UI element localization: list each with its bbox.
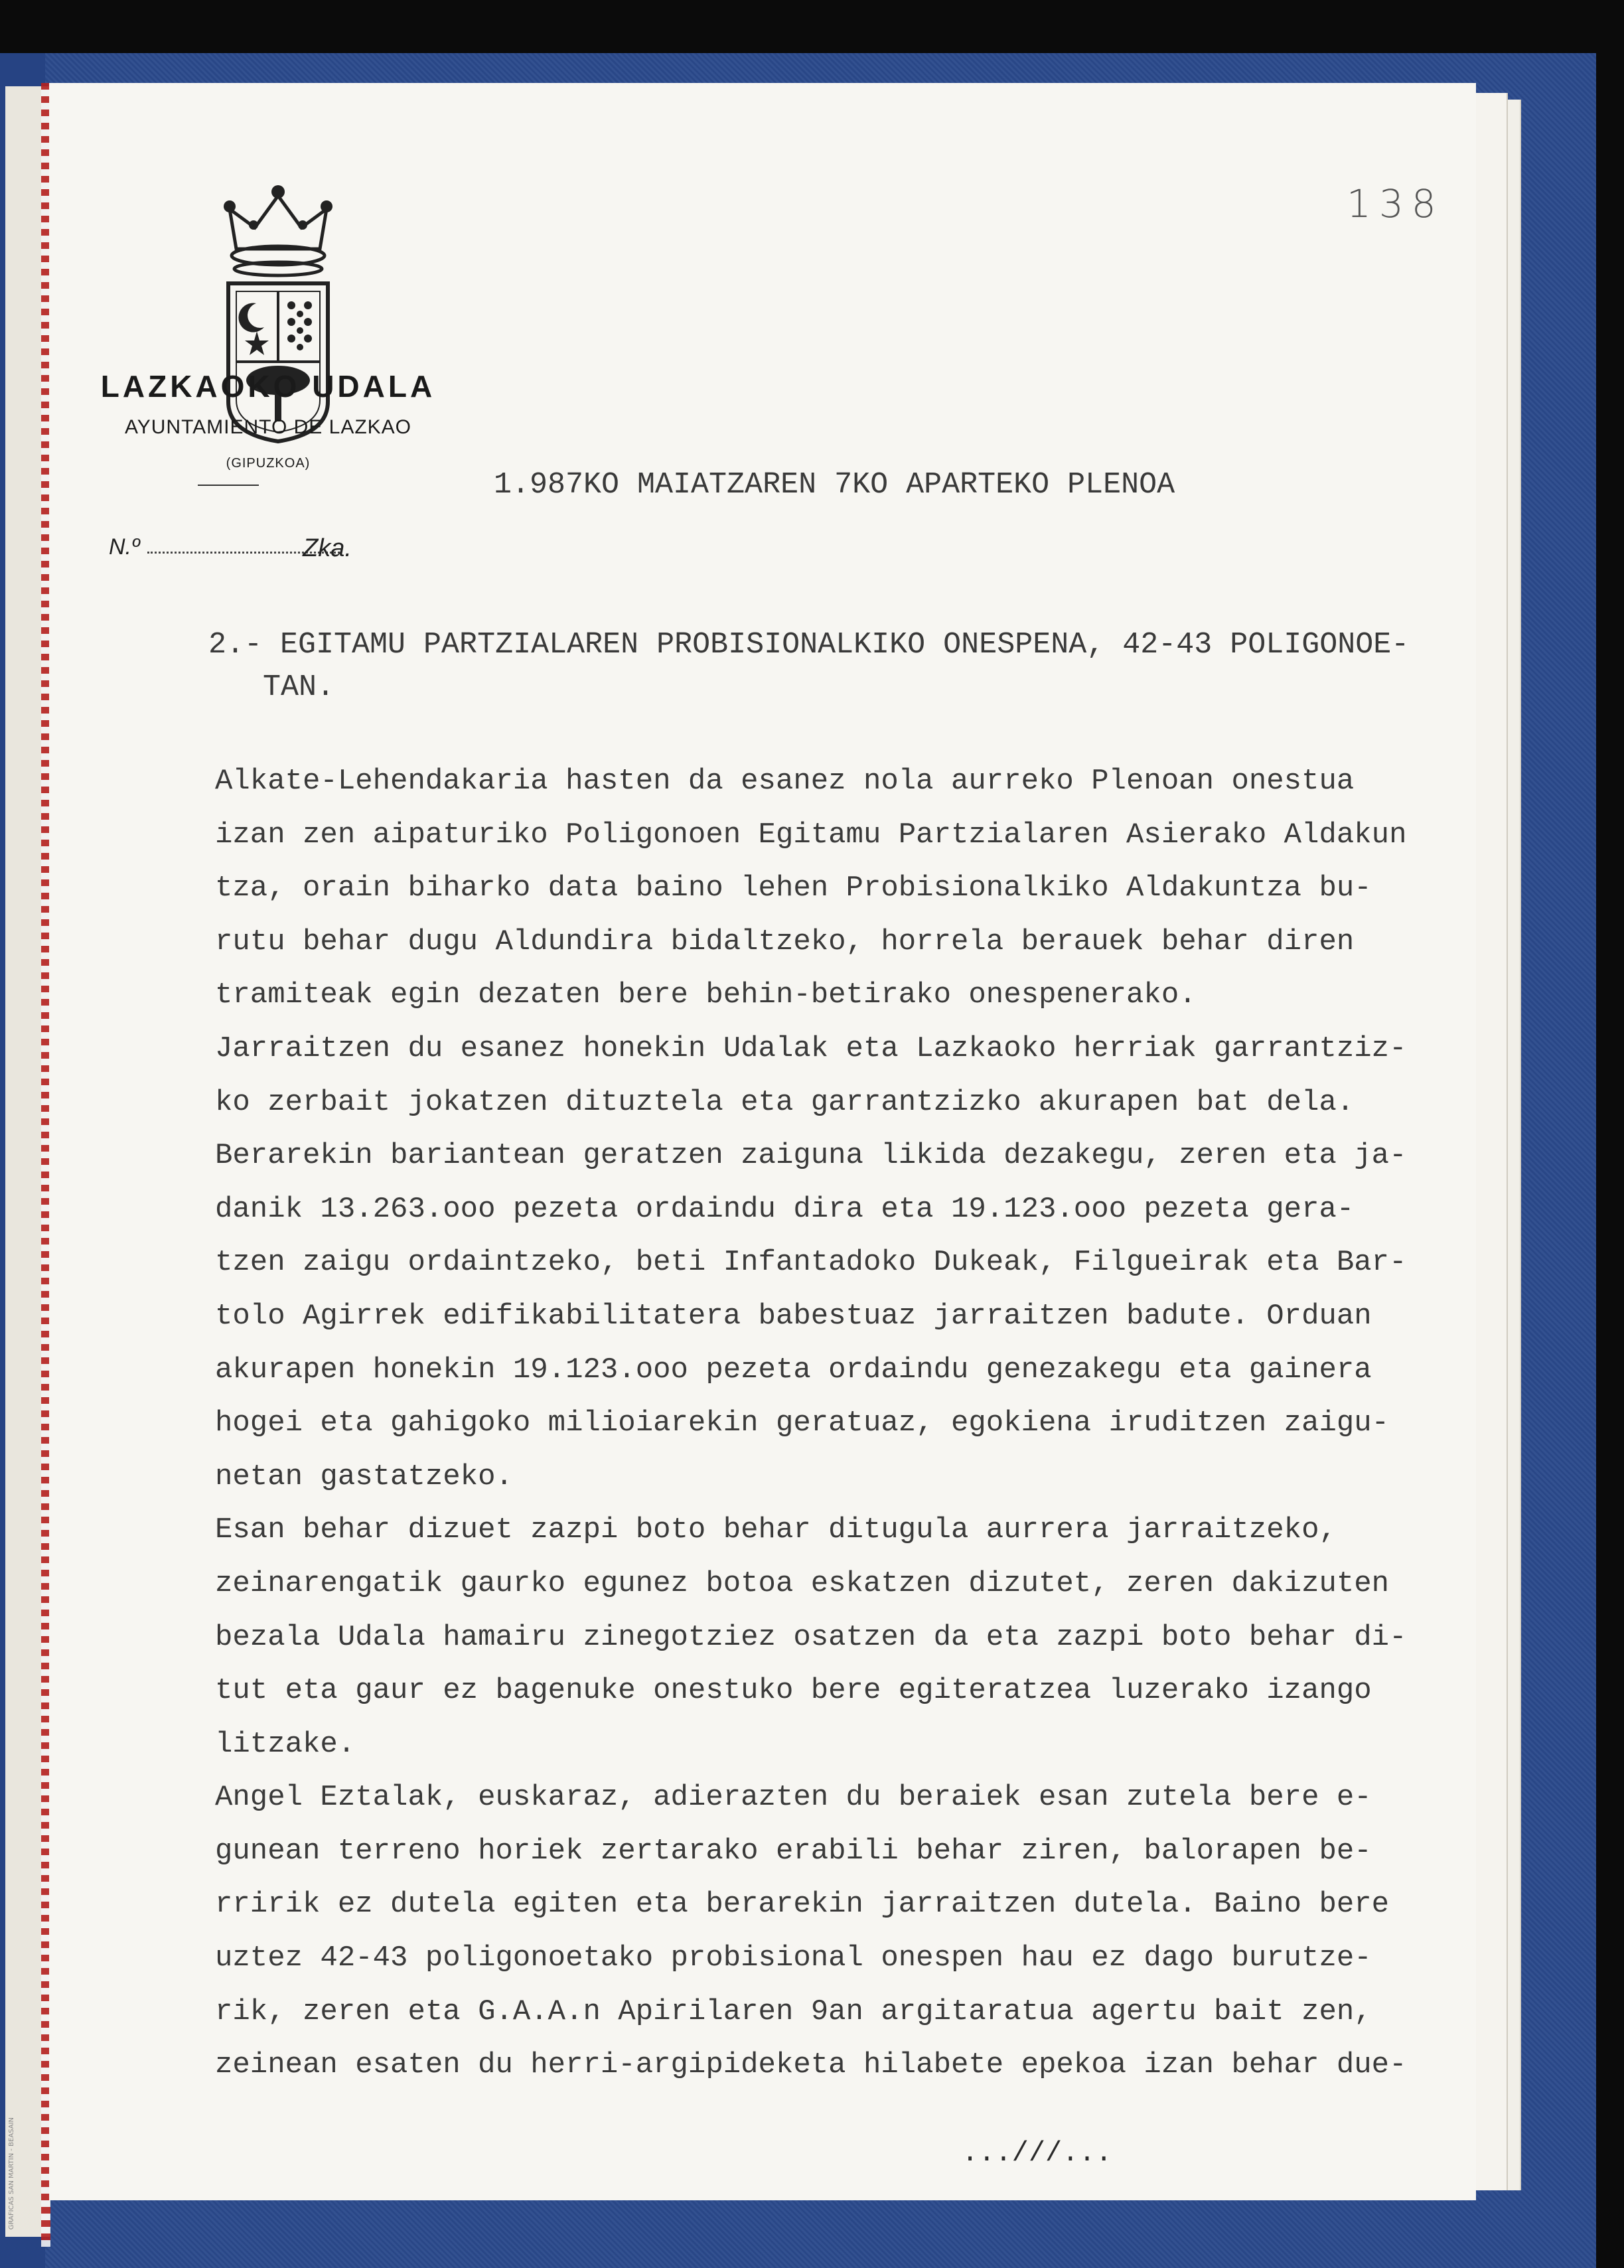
number-prefix: N.º (109, 534, 140, 560)
organization-name: LAZKAOKO UDALA (100, 369, 436, 404)
document-page (49, 83, 1476, 2200)
body-line: tramiteak egin dezaten bere behin-betirako onespenerako. (215, 978, 1197, 1012)
body-line: netan gastatzeko. (215, 1460, 513, 1493)
body-line: tza, orain biharko data baino lehen Probisionalkiko Aldakuntza bu- (215, 871, 1372, 905)
body-line: Berarekin bariantean geratzen zaiguna likida dezakegu, zeren eta ja- (215, 1139, 1407, 1173)
body-line: Alkate-Lehendakaria hasten da esanez nola aurreko Plenoan onestua (215, 765, 1355, 798)
body-line: tzen zaigu ordaintzeko, beti Infantadoko Dukeak, Filgueirak eta Bar- (215, 1246, 1407, 1280)
continuation-mark: ...///... (962, 2137, 1112, 2169)
agenda-item-title (208, 624, 1409, 709)
body-line: bezala Udala hamairu zinegotziez osatzen da eta zazpi boto behar di- (215, 1620, 1407, 1654)
divider (198, 485, 259, 486)
body-line: gunean terreno horiek zertarako erabili behar ziren, balorapen be- (215, 1834, 1372, 1868)
body-line: izan zen aipaturiko Poligonoen Egitamu Partzialaren Asierako Aldakun (215, 818, 1407, 852)
body-line: zeinean esaten du herri-argipideketa hilabete epekoa izan behar due- (215, 2048, 1407, 2082)
body-line: litzake. (215, 1727, 356, 1761)
page-number: 138 (1347, 181, 1444, 226)
body-text (215, 755, 1407, 2092)
body-line: rutu behar dugu Aldundira bidaltzeko, horrela berauek behar diren (215, 925, 1355, 958)
body-line: zeinarengatik gaurko egunez botoa eskatzen dizutet, zeren dakizuten (215, 1566, 1390, 1600)
body-line: Esan behar dizuet zazpi boto behar ditugula aurrera jarraitzeko, (215, 1513, 1337, 1547)
body-line: Jarraitzen du esanez honekin Udalak eta Lazkaoko herriak garrantziz- (215, 1031, 1407, 1065)
body-line: tut eta gaur ez bagenuke onestuko bere egiteratzea luzerako izango (215, 1674, 1372, 1708)
coat-of-arms-icon (182, 169, 374, 448)
agenda-item-title-line: TAN. (263, 670, 335, 704)
document-heading: 1.987KO MAIATZAREN 7KO APARTEKO PLENOA (494, 468, 1175, 502)
number-suffix: Zka. (303, 534, 352, 562)
province: (GIPUZKOA) (226, 456, 311, 471)
body-line: akurapen honekin 19.123.ooo pezeta ordaindu genezakegu eta gainera (215, 1353, 1372, 1387)
print-credit: GRAFICAS SAN MARTIN - BEASAIN (8, 2117, 15, 2230)
body-line: rririk ez dutela egiten eta berarekin jarraitzen dutela. Baino bere (215, 1888, 1390, 1922)
body-line: danik 13.263.ooo pezeta ordaindu dira eta 19.123.ooo pezeta gera- (215, 1192, 1355, 1226)
organization-name-spanish: AYUNTAMIENTO DE LAZKAO (124, 416, 412, 438)
body-line: hogei eta gahigoko milioiarekin geratuaz, egokiena iruditzen zaigu- (215, 1406, 1390, 1440)
body-line: uztez 42-43 poligonoetako probisional onespen hau ez dago burutze- (215, 1941, 1372, 1975)
body-line: tolo Agirrek edifikabilitatera babestuaz jarraitzen badute. Orduan (215, 1299, 1372, 1333)
body-line: rik, zeren eta G.A.A.n Apirilaren 9an argitaratua agertu bait zen, (215, 1995, 1372, 2028)
agenda-item-title-line: 2.- EGITAMU PARTZIALAREN PROBISIONALKIKO ONESPENA, 42-43 POLIGONOE- (208, 628, 1410, 662)
body-line: Angel Eztalak, euskaraz, adierazten du beraiek esan zutela bere e- (215, 1781, 1372, 1815)
body-line: ko zerbait jokatzen dituztela eta garrantzizko akurapen bat dela. (215, 1085, 1355, 1119)
